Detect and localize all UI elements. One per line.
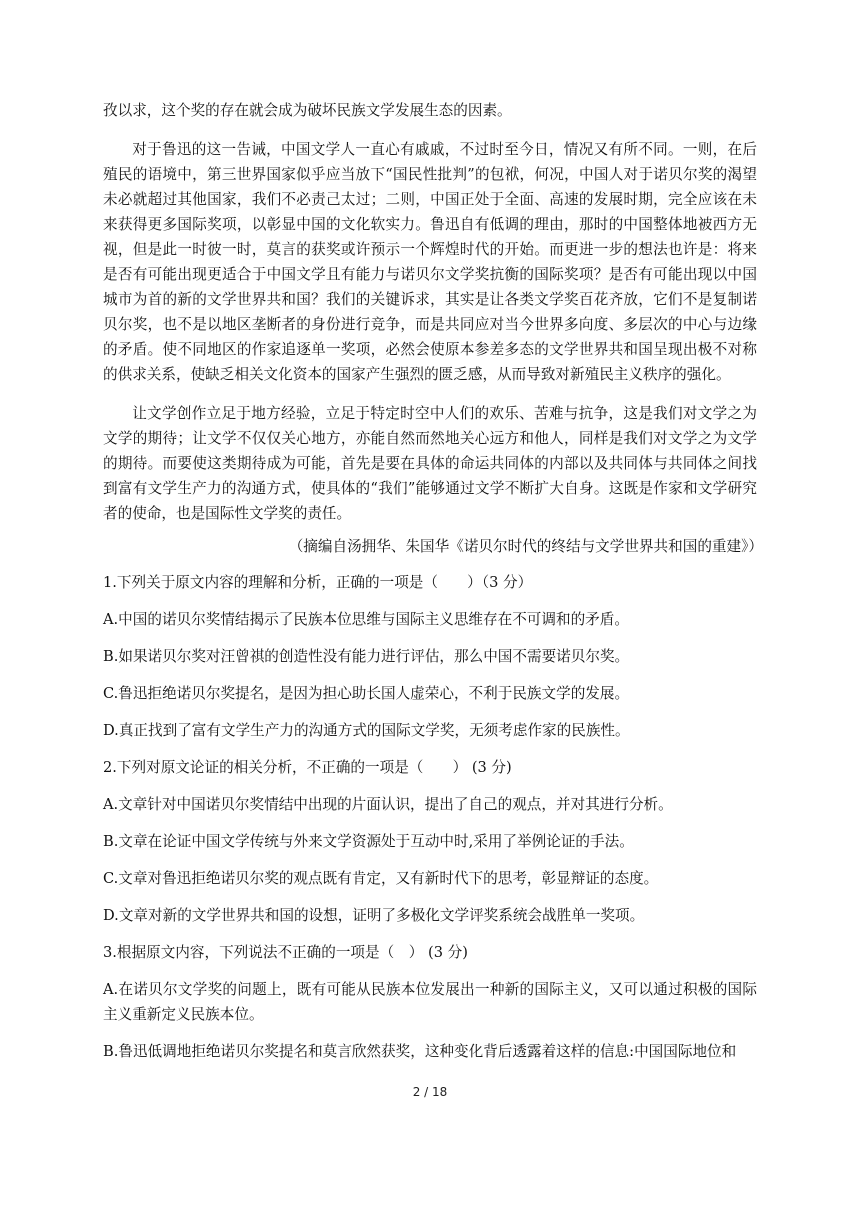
question-1-option-d: D.真正找到了富有文学生产力的沟通方式的国际文学奖，无须考虑作家的民族性。	[103, 722, 630, 739]
question-2-option-b: B.文章在论证中国文学传统与外来文学资源处于互动中时,采用了举例论证的手法。	[103, 833, 634, 850]
question-2-stem: 2.下列对原文论证的相关分析，不正确的一项是（ ） (3 分)	[103, 759, 512, 776]
question-3-option-a: A.在诺贝尔文学奖的问题上，既有可能从民族本位发展出一种新的国际主义，又可以通过积极的国际主义重新定义民族本位。	[103, 981, 757, 1023]
question-1-option-a: A.中国的诺贝尔奖情结揭示了民族本位思维与国际主义思维存在不可调和的矛盾。	[103, 611, 629, 628]
question-2-option-c: C.文章对鲁迅拒绝诺贝尔奖的观点既有肯定，又有新时代下的思考，彰显辩证的态度。	[103, 870, 659, 887]
passage-paragraph-2: 让文学创作立足于地方经验，立足于特定时空中人们的欢乐、苦难与抗争，这是我们对文学之为文学的期待；让文学不仅仅关心地方，亦能自然而然地关心远方和他人，同样是我们对文学之为文学的期待。而要使这类期待成为可能，首先是要在具体的命运共同体的内部以及共同体与共同体之间找到富有文学生产力的沟通方式，使具体的“我们”能够通过文学不断扩大自身。这既是作家和文学研究者的使命，也是国际性文学奖的责任。	[103, 405, 757, 522]
question-3-option-b: B.鲁迅低调地拒绝诺贝尔奖提名和莫言欣然获奖，这种变化背后透露着这样的信息:中国国际地位和	[103, 1043, 737, 1060]
question-3-stem: 3.根据原文内容，下列说法不正确的一项是（ ） (3 分)	[103, 944, 468, 961]
passage-source: （摘编自汤拥华、朱国华《诺贝尔时代的终结与文学世界共和国的重建》）	[288, 538, 763, 555]
passage-paragraph-1: 对于鲁迅的这一告诫，中国文学人一直心有戚戚，不过时至今日，情况又有所不同。一则，在后殖民的语境中，第三世界国家似乎应当放下“国民性批判”的包袱，何况，中国人对于诺贝尔奖的渴望未必就超过其他国家，我们不必责己太过；二则，中国正处于全面、高速的发展时期，完全应该在未来获得更多国际奖项，以彰显中国的文化软实力。鲁迅自有低调的理由，那时的中国整体地被西方无视，但是此一时彼一时，莫言的获奖或许预示一个辉煌时代的开始。而更进一步的想法也许是：将来是否有可能出现更适合于中国文学且有能力与诺贝尔文学奖抗衡的国际奖项？是否有可能出现以中国城市为首的新的文学世界共和国？我们的关键诉求，其实是让各类文学奖百花齐放，它们不是复制诺贝尔奖，也不是以地区垄断者的身份进行竞争，而是共同应对当今世界多向度、多层次的中心与边缘的矛盾。使不同地区的作家追逐单一奖项，必然会使原本参差多态的文学世界共和国呈现出极不对称的供求关系，使缺乏相关文化资本的国家产生强烈的匮乏感，从而导致对新殖民主义秩序的强化。	[103, 141, 757, 383]
question-1-stem: 1.下列关于原文内容的理解和分析，正确的一项是（ ）（3 分）	[103, 574, 533, 591]
passage-paragraph-0: 孜以求，这个奖的存在就会成为破坏民族文学发展生态的因素。	[103, 102, 512, 119]
question-1-option-b: B.如果诺贝尔奖对汪曾祺的创造性没有能力进行评估，那么中国不需要诺贝尔奖。	[103, 648, 630, 665]
question-2-option-d: D.文章对新的文学世界共和国的设想，证明了多极化文学评奖系统会战胜单一奖项。	[103, 907, 645, 924]
page-number: 2 / 18	[412, 1085, 448, 1099]
document-page	[103, 98, 763, 1064]
question-2-option-a: A.文章针对中国诺贝尔奖情结中出现的片面认识，提出了自己的观点，并对其进行分析。	[103, 796, 673, 813]
question-1-option-c: C.鲁迅拒绝诺贝尔奖提名，是因为担心助长国人虚荣心，不利于民族文学的发展。	[103, 685, 630, 702]
